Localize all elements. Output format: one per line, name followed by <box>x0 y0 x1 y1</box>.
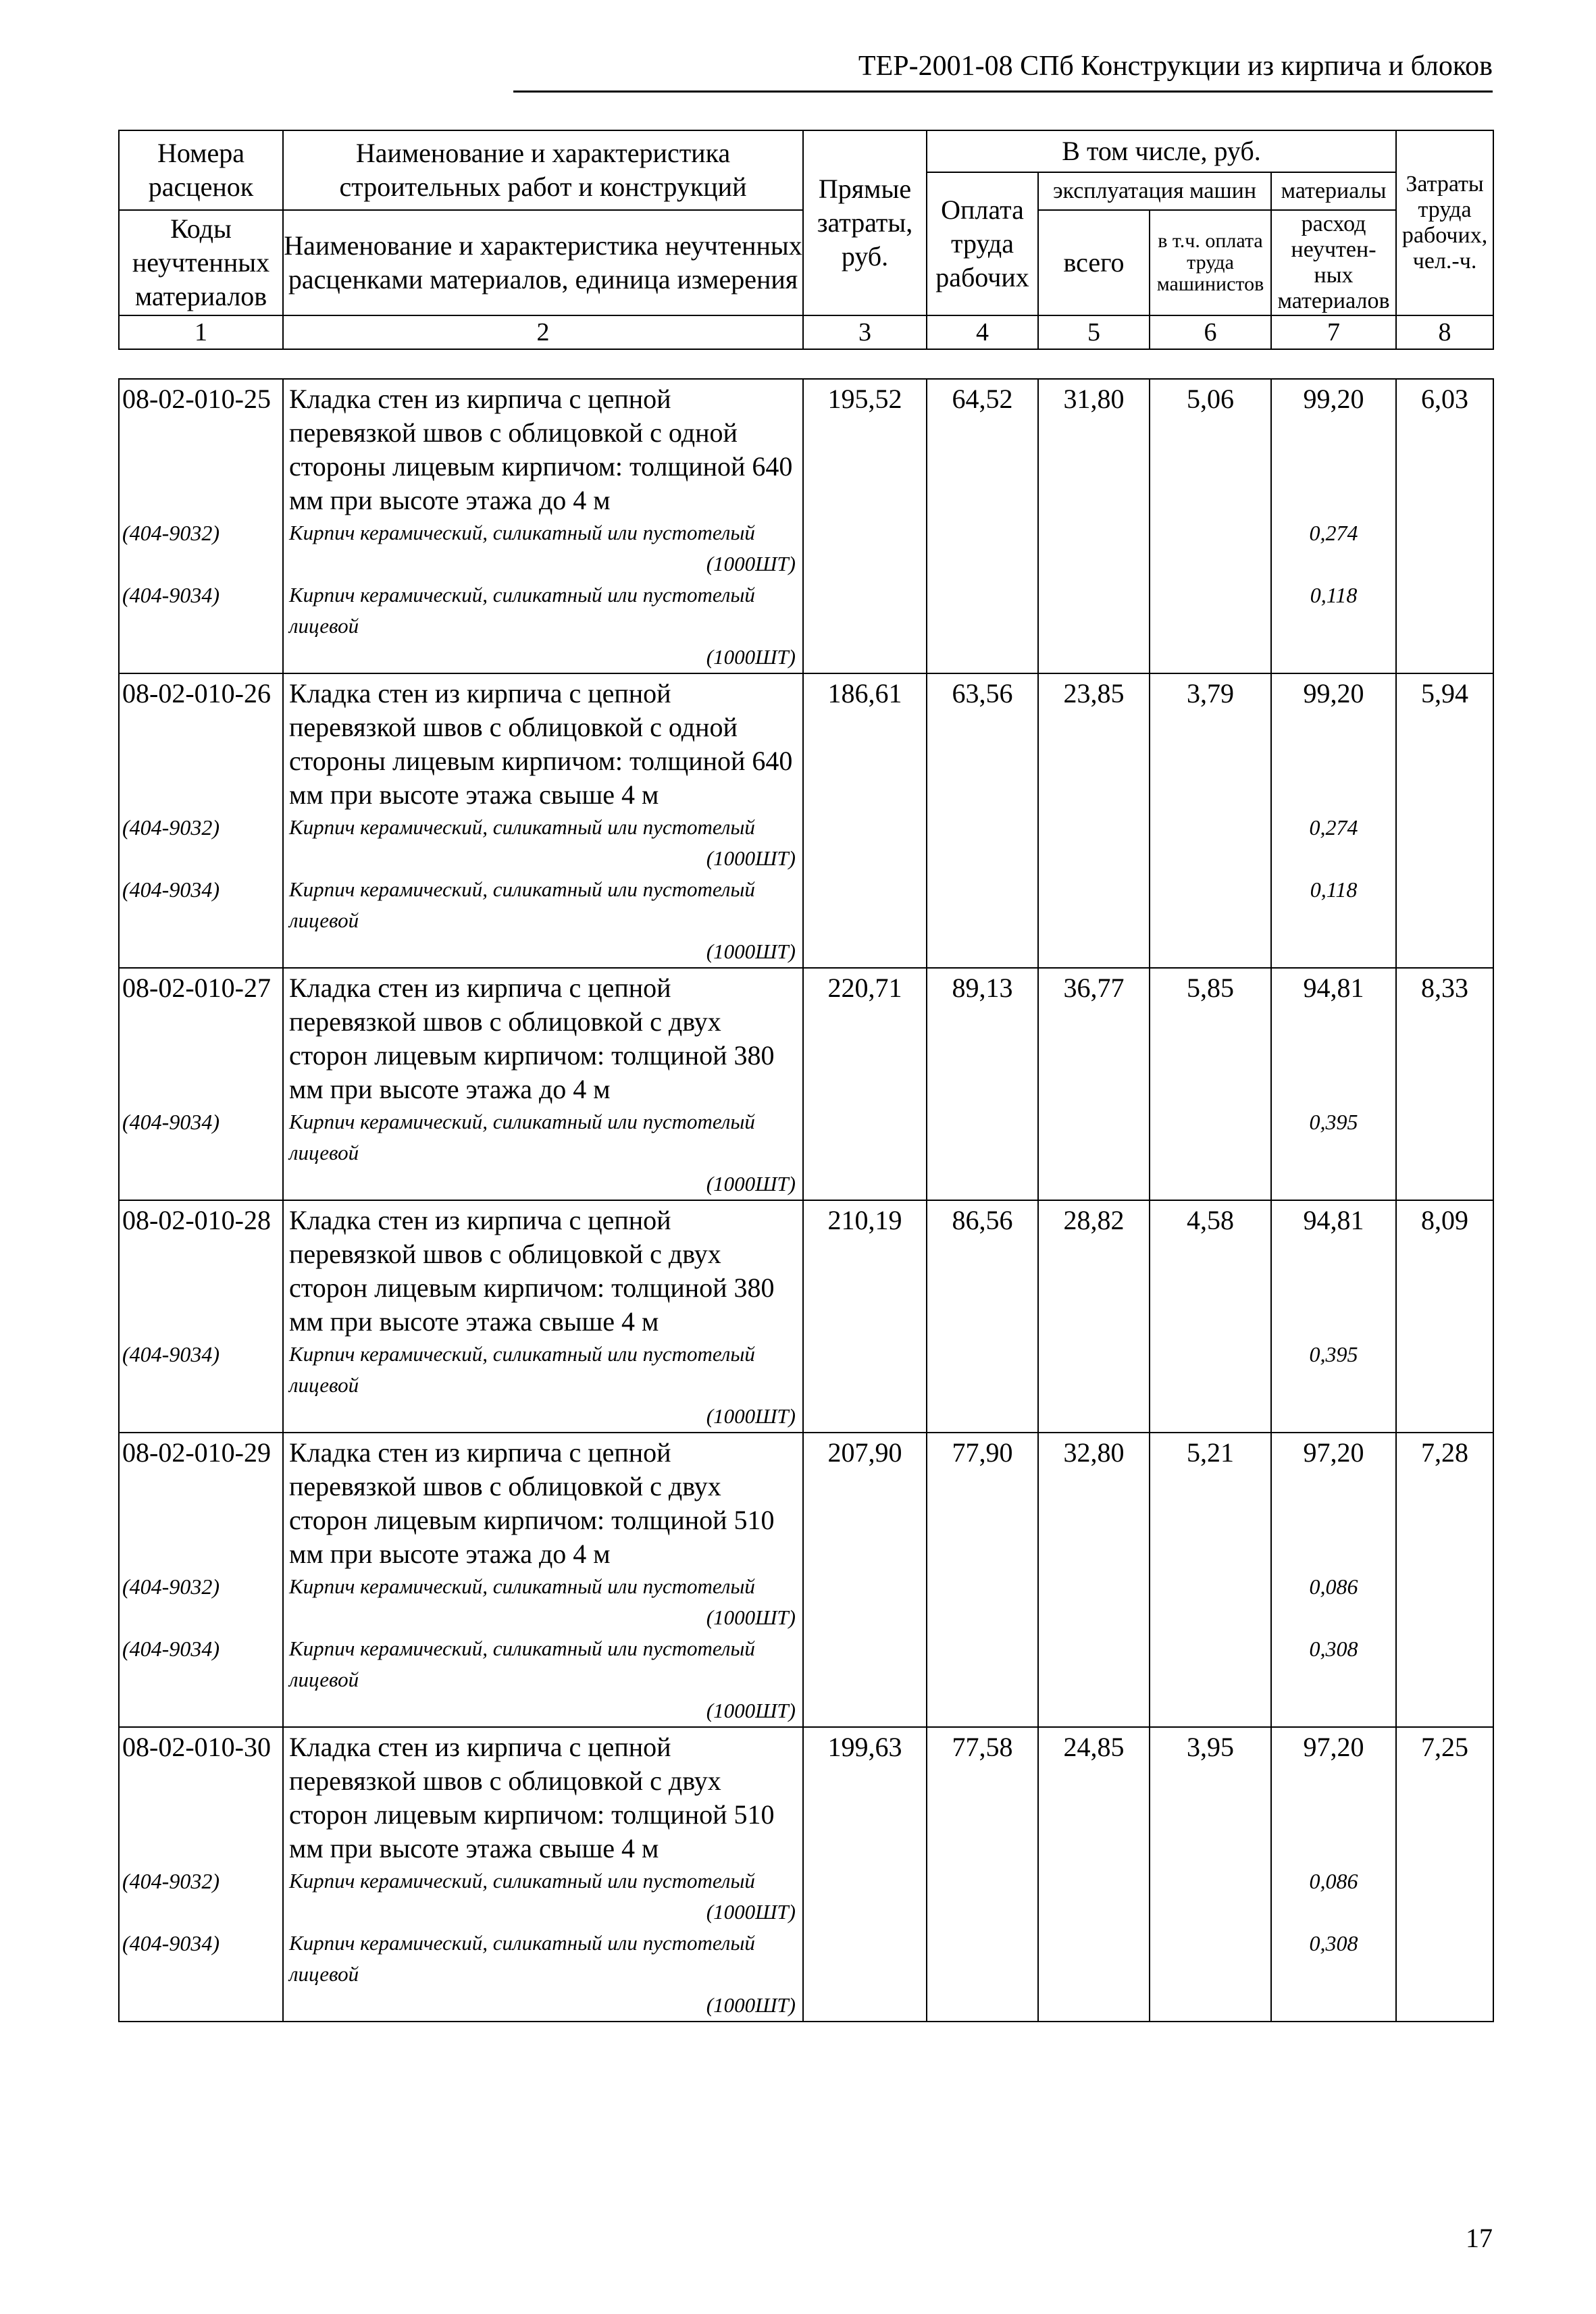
material-name: Кирпич керамический, силикатный или пустотелый <box>289 1869 755 1893</box>
material-row <box>119 1866 1493 1928</box>
value-mach-total: 31,80 <box>1038 379 1150 517</box>
table-row <box>119 1200 1493 1339</box>
table-row <box>119 379 1493 517</box>
empty-cell <box>1396 1571 1493 1633</box>
material-name: Кирпич керамический, силикатный или пустотелый <box>289 1574 755 1598</box>
material-unit: (1000ШТ) <box>706 1699 796 1722</box>
empty-cell <box>1150 1106 1271 1200</box>
table-row <box>119 1727 1493 1866</box>
value-materials: 97,20 <box>1271 1433 1396 1571</box>
value-direct: 186,61 <box>803 673 927 812</box>
material-cell <box>283 1633 803 1727</box>
column-number: 2 <box>283 315 803 349</box>
material-row <box>119 1633 1493 1727</box>
empty-cell <box>803 874 927 968</box>
material-quantity: 0,118 <box>1271 874 1396 968</box>
work-description: Кладка стен из кирпича с цепной перевязкой швов с облицовкой с двух сторон лицевым кирпичом: толщиной 380 мм при высоте этажа до 4 м <box>283 968 803 1106</box>
value-mach-labor: 5,85 <box>1150 968 1271 1106</box>
material-unit: (1000ШТ) <box>706 940 796 963</box>
value-mach-total: 32,80 <box>1038 1433 1150 1571</box>
empty-cell <box>927 874 1038 968</box>
material-unit: (1000ШТ) <box>706 846 796 870</box>
empty-cell <box>803 1571 927 1633</box>
material-code: (404-9032) <box>119 517 283 580</box>
empty-cell <box>803 1866 927 1928</box>
material-cell <box>283 1866 803 1928</box>
column-number: 8 <box>1396 315 1493 349</box>
material-row <box>119 1106 1493 1200</box>
material-quantity: 0,308 <box>1271 1928 1396 2022</box>
material-name: Кирпич керамический, силикатный или пустотелый лицевой <box>289 1637 755 1691</box>
empty-cell <box>1038 874 1150 968</box>
empty-cell <box>1150 580 1271 673</box>
value-mach-total: 28,82 <box>1038 1200 1150 1339</box>
material-unit: (1000ШТ) <box>706 1404 796 1428</box>
material-name: Кирпич керамический, силикатный или пустотелый лицевой <box>289 1931 755 1986</box>
header-col4: Оплата труда рабочих <box>927 172 1038 315</box>
header-col1-top: Номера расценок <box>119 130 283 210</box>
value-mach-labor: 4,58 <box>1150 1200 1271 1339</box>
value-mach-total: 23,85 <box>1038 673 1150 812</box>
value-hours: 8,09 <box>1396 1200 1493 1339</box>
material-name: Кирпич керамический, силикатный или пустотелый лицевой <box>289 877 755 932</box>
material-cell <box>283 1928 803 2022</box>
column-number: 1 <box>119 315 283 349</box>
rate-code: 08-02-010-26 <box>119 673 283 812</box>
value-mach-labor: 3,95 <box>1150 1727 1271 1866</box>
empty-cell <box>1396 1106 1493 1200</box>
empty-cell <box>1038 517 1150 580</box>
value-materials: 94,81 <box>1271 968 1396 1106</box>
column-number: 6 <box>1150 315 1271 349</box>
header-rule <box>513 91 1493 93</box>
material-quantity: 0,086 <box>1271 1571 1396 1633</box>
material-row <box>119 580 1493 673</box>
material-cell <box>283 1106 803 1200</box>
empty-cell <box>927 1106 1038 1200</box>
material-cell <box>283 517 803 580</box>
column-number: 4 <box>927 315 1038 349</box>
empty-cell <box>803 1633 927 1727</box>
empty-cell <box>1038 1106 1150 1200</box>
rate-code: 08-02-010-30 <box>119 1727 283 1866</box>
empty-cell <box>1396 874 1493 968</box>
empty-cell <box>1150 874 1271 968</box>
value-mach-labor: 5,06 <box>1150 379 1271 517</box>
value-labor: 64,52 <box>927 379 1038 517</box>
header-col1-bottom: Коды неучтенных материалов <box>119 210 283 315</box>
table-row <box>119 968 1493 1106</box>
material-cell <box>283 812 803 874</box>
material-code: (404-9034) <box>119 874 283 968</box>
value-materials: 97,20 <box>1271 1727 1396 1866</box>
header-col2-bottom: Наименование и характеристика неучтенных расценками материалов, единица измерения <box>283 210 803 315</box>
empty-cell <box>927 1866 1038 1928</box>
empty-cell <box>1038 812 1150 874</box>
material-unit: (1000ШТ) <box>706 1172 796 1195</box>
empty-cell <box>927 1633 1038 1727</box>
empty-cell <box>803 1339 927 1433</box>
empty-cell <box>1396 517 1493 580</box>
empty-cell <box>803 580 927 673</box>
work-description: Кладка стен из кирпича с цепной перевязкой швов с облицовкой с одной стороны лицевым кирпичом: толщиной 640 мм при высоте этажа свыше 4 м <box>283 673 803 812</box>
material-row <box>119 517 1493 580</box>
column-number: 7 <box>1271 315 1396 349</box>
header-col6: в т.ч. оплата труда машинистов <box>1150 210 1271 315</box>
empty-cell <box>1150 517 1271 580</box>
value-hours: 7,25 <box>1396 1727 1493 1866</box>
value-direct: 210,19 <box>803 1200 927 1339</box>
column-number: 3 <box>803 315 927 349</box>
empty-cell <box>1150 1339 1271 1433</box>
value-mach-labor: 3,79 <box>1150 673 1271 812</box>
value-direct: 199,63 <box>803 1727 927 1866</box>
empty-cell <box>1396 580 1493 673</box>
empty-cell <box>1038 1339 1150 1433</box>
value-mach-total: 36,77 <box>1038 968 1150 1106</box>
material-quantity: 0,308 <box>1271 1633 1396 1727</box>
value-direct: 220,71 <box>803 968 927 1106</box>
empty-cell <box>1038 1633 1150 1727</box>
material-quantity: 0,118 <box>1271 580 1396 673</box>
material-unit: (1000ШТ) <box>706 1993 796 2017</box>
material-name: Кирпич керамический, силикатный или пустотелый лицевой <box>289 1110 755 1164</box>
material-quantity: 0,395 <box>1271 1106 1396 1200</box>
header-materials: материалы <box>1271 172 1396 210</box>
value-labor: 86,56 <box>927 1200 1038 1339</box>
material-code: (404-9034) <box>119 580 283 673</box>
empty-cell <box>1396 812 1493 874</box>
header-group: В том числе, руб. <box>927 130 1396 172</box>
empty-cell <box>1150 1928 1271 2022</box>
header-col7: расход неучтен-ных материалов <box>1271 210 1396 315</box>
value-labor: 77,58 <box>927 1727 1038 1866</box>
document-header: ТЕР-2001-08 СПб Конструкции из кирпича и блоков <box>858 51 1493 82</box>
empty-cell <box>927 1339 1038 1433</box>
value-labor: 77,90 <box>927 1433 1038 1571</box>
work-description: Кладка стен из кирпича с цепной перевязкой швов с облицовкой с двух сторон лицевым кирпичом: толщиной 510 мм при высоте этажа свыше 4 м <box>283 1727 803 1866</box>
material-name: Кирпич керамический, силикатный или пустотелый лицевой <box>289 1342 755 1397</box>
work-description: Кладка стен из кирпича с цепной перевязкой швов с облицовкой с двух сторон лицевым кирпичом: толщиной 510 мм при высоте этажа до 4 м <box>283 1433 803 1571</box>
empty-cell <box>927 1571 1038 1633</box>
rate-code: 08-02-010-25 <box>119 379 283 517</box>
empty-cell <box>803 1106 927 1200</box>
material-unit: (1000ШТ) <box>706 645 796 669</box>
header-machines: эксплуатация машин <box>1038 172 1271 210</box>
material-quantity: 0,274 <box>1271 812 1396 874</box>
material-code: (404-9032) <box>119 1571 283 1633</box>
empty-cell <box>1038 1866 1150 1928</box>
material-name: Кирпич керамический, силикатный или пустотелый лицевой <box>289 583 755 638</box>
material-cell <box>283 874 803 968</box>
material-row <box>119 1571 1493 1633</box>
material-unit: (1000ШТ) <box>706 552 796 575</box>
material-quantity: 0,086 <box>1271 1866 1396 1928</box>
empty-cell <box>1150 1866 1271 1928</box>
value-direct: 207,90 <box>803 1433 927 1571</box>
value-mach-labor: 5,21 <box>1150 1433 1271 1571</box>
material-cell <box>283 580 803 673</box>
value-mach-total: 24,85 <box>1038 1727 1150 1866</box>
empty-cell <box>927 580 1038 673</box>
work-description: Кладка стен из кирпича с цепной перевязкой швов с облицовкой с двух сторон лицевым кирпичом: толщиной 380 мм при высоте этажа свыше 4 м <box>283 1200 803 1339</box>
value-hours: 8,33 <box>1396 968 1493 1106</box>
value-hours: 5,94 <box>1396 673 1493 812</box>
material-code: (404-9034) <box>119 1928 283 2022</box>
empty-cell <box>1396 1339 1493 1433</box>
empty-cell <box>1396 1866 1493 1928</box>
header-col5: всего <box>1038 210 1150 315</box>
value-labor: 63,56 <box>927 673 1038 812</box>
rate-code: 08-02-010-29 <box>119 1433 283 1571</box>
empty-cell <box>927 517 1038 580</box>
material-unit: (1000ШТ) <box>706 1900 796 1924</box>
rates-table <box>118 378 1494 2022</box>
material-unit: (1000ШТ) <box>706 1605 796 1629</box>
empty-cell <box>1038 1571 1150 1633</box>
empty-cell <box>1038 580 1150 673</box>
empty-cell <box>1396 1633 1493 1727</box>
value-materials: 99,20 <box>1271 379 1396 517</box>
value-direct: 195,52 <box>803 379 927 517</box>
material-cell <box>283 1571 803 1633</box>
material-code: (404-9032) <box>119 812 283 874</box>
value-hours: 7,28 <box>1396 1433 1493 1571</box>
empty-cell <box>1150 1571 1271 1633</box>
header-col2-top: Наименование и характеристика строительных работ и конструкций <box>283 130 803 210</box>
work-description: Кладка стен из кирпича с цепной перевязкой швов с облицовкой с одной стороны лицевым кирпичом: толщиной 640 мм при высоте этажа до 4 м <box>283 379 803 517</box>
empty-cell <box>803 1928 927 2022</box>
table-row <box>119 1433 1493 1571</box>
material-row <box>119 874 1493 968</box>
table-row <box>119 673 1493 812</box>
material-name: Кирпич керамический, силикатный или пустотелый <box>289 521 755 544</box>
column-number: 5 <box>1038 315 1150 349</box>
empty-cell <box>1150 1633 1271 1727</box>
material-code: (404-9034) <box>119 1106 283 1200</box>
empty-cell <box>1038 1928 1150 2022</box>
material-row <box>119 1928 1493 2022</box>
table-header <box>118 130 1494 350</box>
header-col3: Прямые затраты, руб. <box>803 130 927 315</box>
material-quantity: 0,274 <box>1271 517 1396 580</box>
empty-cell <box>927 812 1038 874</box>
value-materials: 99,20 <box>1271 673 1396 812</box>
value-materials: 94,81 <box>1271 1200 1396 1339</box>
material-row <box>119 1339 1493 1433</box>
empty-cell <box>927 1928 1038 2022</box>
header-col8: Затраты труда рабочих, чел.-ч. <box>1396 130 1493 315</box>
value-hours: 6,03 <box>1396 379 1493 517</box>
rate-code: 08-02-010-27 <box>119 968 283 1106</box>
material-cell <box>283 1339 803 1433</box>
empty-cell <box>1150 812 1271 874</box>
empty-cell <box>1396 1928 1493 2022</box>
material-code: (404-9032) <box>119 1866 283 1928</box>
material-row <box>119 812 1493 874</box>
material-code: (404-9034) <box>119 1339 283 1433</box>
value-labor: 89,13 <box>927 968 1038 1106</box>
material-name: Кирпич керамический, силикатный или пустотелый <box>289 815 755 839</box>
rate-code: 08-02-010-28 <box>119 1200 283 1339</box>
material-quantity: 0,395 <box>1271 1339 1396 1433</box>
page-number: 17 <box>1466 2223 1493 2253</box>
material-code: (404-9034) <box>119 1633 283 1727</box>
empty-cell <box>803 812 927 874</box>
empty-cell <box>803 517 927 580</box>
